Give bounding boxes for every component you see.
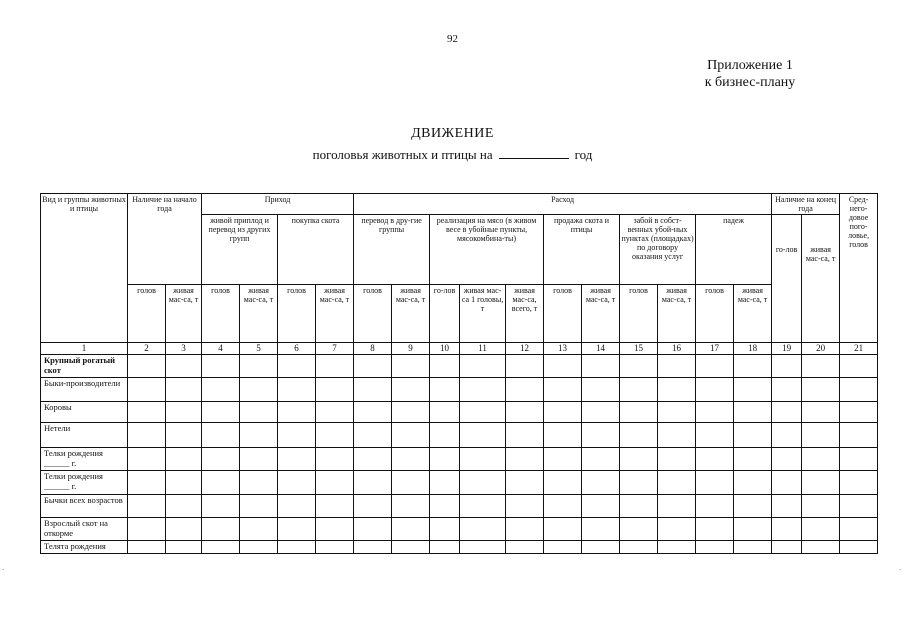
table-body bbox=[41, 355, 878, 554]
column-number: 17 bbox=[696, 343, 734, 355]
column-number: 6 bbox=[278, 343, 316, 355]
data-cell[interactable] bbox=[772, 402, 802, 423]
data-cell[interactable] bbox=[460, 518, 506, 541]
row-label: Бычки всех возрастов bbox=[41, 495, 128, 518]
data-cell[interactable] bbox=[734, 423, 772, 448]
table-row bbox=[41, 495, 878, 518]
data-cell[interactable] bbox=[354, 378, 392, 402]
data-cell[interactable] bbox=[354, 471, 392, 495]
data-cell[interactable] bbox=[166, 471, 202, 495]
subheader-weight-per-head: живая мас-са 1 головы, т bbox=[460, 285, 506, 343]
table-row bbox=[41, 518, 878, 541]
data-cell[interactable] bbox=[582, 518, 620, 541]
data-cell[interactable] bbox=[240, 448, 278, 471]
data-cell[interactable] bbox=[772, 541, 802, 554]
data-cell[interactable] bbox=[166, 495, 202, 518]
livestock-movement-table bbox=[40, 193, 878, 554]
data-cell[interactable] bbox=[696, 355, 734, 378]
data-cell[interactable] bbox=[840, 402, 878, 423]
data-cell[interactable] bbox=[772, 423, 802, 448]
data-cell[interactable] bbox=[240, 402, 278, 423]
data-cell[interactable] bbox=[430, 518, 460, 541]
data-cell[interactable] bbox=[582, 423, 620, 448]
data-cell[interactable] bbox=[658, 518, 696, 541]
data-cell[interactable] bbox=[658, 423, 696, 448]
data-cell[interactable] bbox=[240, 541, 278, 554]
data-cell[interactable] bbox=[696, 518, 734, 541]
data-cell[interactable] bbox=[128, 448, 166, 471]
data-cell[interactable] bbox=[316, 355, 354, 378]
data-cell[interactable] bbox=[620, 495, 658, 518]
data-cell[interactable] bbox=[658, 448, 696, 471]
data-cell[interactable] bbox=[802, 423, 840, 448]
data-cell[interactable] bbox=[354, 402, 392, 423]
data-cell[interactable] bbox=[506, 448, 544, 471]
data-cell[interactable] bbox=[840, 378, 878, 402]
data-cell[interactable] bbox=[392, 518, 430, 541]
data-cell[interactable] bbox=[772, 378, 802, 402]
subtitle-year-word: год bbox=[574, 147, 593, 162]
column-number: 18 bbox=[734, 343, 772, 355]
data-cell[interactable] bbox=[316, 541, 354, 554]
subheader-weight: живая мас-са, т bbox=[734, 285, 772, 343]
data-cell[interactable] bbox=[802, 448, 840, 471]
header-start-year: Наличие на начало года bbox=[128, 194, 202, 285]
subtitle-text: поголовья животных и птицы на bbox=[312, 147, 493, 162]
data-cell[interactable] bbox=[166, 541, 202, 554]
data-cell[interactable] bbox=[696, 471, 734, 495]
column-number: 5 bbox=[240, 343, 278, 355]
column-number: 9 bbox=[392, 343, 430, 355]
data-cell[interactable] bbox=[506, 471, 544, 495]
data-cell[interactable] bbox=[278, 423, 316, 448]
data-cell[interactable] bbox=[696, 402, 734, 423]
data-cell[interactable] bbox=[506, 495, 544, 518]
data-cell[interactable] bbox=[658, 541, 696, 554]
data-cell[interactable] bbox=[128, 518, 166, 541]
data-cell[interactable] bbox=[430, 495, 460, 518]
data-cell[interactable] bbox=[202, 378, 240, 402]
header-expense-slaughter: забой в собст-венных убой-ных пунктах (площадках) по договору оказания услуг bbox=[620, 215, 696, 285]
data-cell[interactable] bbox=[840, 495, 878, 518]
data-cell[interactable] bbox=[354, 448, 392, 471]
data-cell[interactable] bbox=[620, 518, 658, 541]
column-number: 13 bbox=[544, 343, 582, 355]
data-cell[interactable] bbox=[620, 423, 658, 448]
data-cell[interactable] bbox=[128, 471, 166, 495]
data-cell[interactable] bbox=[840, 423, 878, 448]
subheader-weight-total: живая мас-са, всего, т bbox=[506, 285, 544, 343]
data-cell[interactable] bbox=[460, 378, 506, 402]
data-cell[interactable] bbox=[582, 471, 620, 495]
data-cell[interactable] bbox=[166, 378, 202, 402]
data-cell[interactable] bbox=[840, 355, 878, 378]
row-label: Коровы bbox=[41, 402, 128, 423]
subheader-heads: го-лов bbox=[430, 285, 460, 343]
data-cell[interactable] bbox=[430, 541, 460, 554]
subheader-weight: живая мас-са, т bbox=[166, 285, 202, 343]
header-expense: Расход bbox=[354, 194, 772, 215]
data-cell[interactable] bbox=[202, 448, 240, 471]
data-cell[interactable] bbox=[278, 378, 316, 402]
data-cell[interactable] bbox=[316, 518, 354, 541]
subheader-heads: голов bbox=[354, 285, 392, 343]
data-cell[interactable] bbox=[772, 355, 802, 378]
table-row bbox=[41, 541, 878, 554]
data-cell[interactable] bbox=[802, 378, 840, 402]
data-cell[interactable] bbox=[128, 541, 166, 554]
header-income: Приход bbox=[202, 194, 354, 215]
data-cell[interactable] bbox=[506, 355, 544, 378]
data-cell[interactable] bbox=[354, 423, 392, 448]
column-number: 11 bbox=[460, 343, 506, 355]
header-avg-livestock: Сред-него-довое пого-ловье, голов bbox=[840, 194, 878, 343]
data-cell[interactable] bbox=[278, 541, 316, 554]
data-cell[interactable] bbox=[202, 355, 240, 378]
subheader-weight: живая мас-са, т bbox=[582, 285, 620, 343]
data-cell[interactable] bbox=[460, 495, 506, 518]
row-label: Взрослый скот на откорме bbox=[41, 518, 128, 541]
row-label: Телята рождения bbox=[41, 541, 128, 554]
left-edge-mark: ⋅ bbox=[2, 566, 5, 574]
data-cell[interactable] bbox=[128, 378, 166, 402]
data-cell[interactable] bbox=[316, 378, 354, 402]
subheader-weight: живая мас-са, т bbox=[240, 285, 278, 343]
data-cell[interactable] bbox=[240, 355, 278, 378]
data-cell[interactable] bbox=[544, 402, 582, 423]
column-number: 12 bbox=[506, 343, 544, 355]
data-cell[interactable] bbox=[658, 355, 696, 378]
data-cell[interactable] bbox=[316, 423, 354, 448]
data-cell[interactable] bbox=[354, 541, 392, 554]
data-cell[interactable] bbox=[620, 541, 658, 554]
column-number: 10 bbox=[430, 343, 460, 355]
data-cell[interactable] bbox=[582, 355, 620, 378]
data-cell[interactable] bbox=[734, 402, 772, 423]
row-label: Телки рождения ______ г. bbox=[41, 448, 128, 471]
data-cell[interactable] bbox=[802, 495, 840, 518]
data-cell[interactable] bbox=[544, 355, 582, 378]
header-animal-type: Вид и группы животных и птицы bbox=[41, 194, 128, 343]
data-cell[interactable] bbox=[802, 402, 840, 423]
data-cell[interactable] bbox=[392, 541, 430, 554]
data-cell[interactable] bbox=[202, 495, 240, 518]
data-cell[interactable] bbox=[506, 518, 544, 541]
data-cell[interactable] bbox=[166, 355, 202, 378]
column-number: 4 bbox=[202, 343, 240, 355]
data-cell[interactable] bbox=[772, 448, 802, 471]
column-number: 21 bbox=[840, 343, 878, 355]
column-number: 20 bbox=[802, 343, 840, 355]
data-cell[interactable] bbox=[392, 355, 430, 378]
document-title: ДВИЖЕНИЕ bbox=[411, 126, 494, 141]
data-cell[interactable] bbox=[734, 495, 772, 518]
column-number: 7 bbox=[316, 343, 354, 355]
data-cell[interactable] bbox=[166, 423, 202, 448]
data-cell[interactable] bbox=[392, 495, 430, 518]
header-expense-transfer: перевод в дру-гие группы bbox=[354, 215, 430, 285]
row-label: Быки-производители bbox=[41, 378, 128, 402]
column-number: 14 bbox=[582, 343, 620, 355]
data-cell[interactable] bbox=[506, 423, 544, 448]
data-cell[interactable] bbox=[430, 471, 460, 495]
subheader-heads: голов bbox=[620, 285, 658, 343]
column-number: 2 bbox=[128, 343, 166, 355]
data-cell[interactable] bbox=[460, 541, 506, 554]
data-cell[interactable] bbox=[460, 423, 506, 448]
data-cell[interactable] bbox=[166, 518, 202, 541]
data-cell[interactable] bbox=[544, 448, 582, 471]
data-cell[interactable] bbox=[734, 355, 772, 378]
subheader-weight: живая мас-са, т bbox=[658, 285, 696, 343]
data-cell[interactable] bbox=[460, 402, 506, 423]
data-cell[interactable] bbox=[506, 378, 544, 402]
data-cell[interactable] bbox=[620, 471, 658, 495]
header-income-purchase: покупка скота bbox=[278, 215, 354, 285]
data-cell[interactable] bbox=[240, 471, 278, 495]
data-cell[interactable] bbox=[734, 518, 772, 541]
data-cell[interactable] bbox=[392, 471, 430, 495]
data-cell[interactable] bbox=[128, 495, 166, 518]
data-cell[interactable] bbox=[802, 518, 840, 541]
data-cell[interactable] bbox=[802, 471, 840, 495]
data-cell[interactable] bbox=[734, 541, 772, 554]
data-cell[interactable] bbox=[316, 495, 354, 518]
data-cell[interactable] bbox=[392, 448, 430, 471]
data-cell[interactable] bbox=[460, 355, 506, 378]
data-cell[interactable] bbox=[354, 355, 392, 378]
data-cell[interactable] bbox=[802, 541, 840, 554]
data-cell[interactable] bbox=[240, 378, 278, 402]
data-cell[interactable] bbox=[772, 495, 802, 518]
data-cell[interactable] bbox=[582, 402, 620, 423]
data-cell[interactable] bbox=[582, 378, 620, 402]
column-number: 1 bbox=[41, 343, 128, 355]
data-cell[interactable] bbox=[696, 423, 734, 448]
data-cell[interactable] bbox=[840, 541, 878, 554]
table-row bbox=[41, 355, 878, 378]
header-end-heads: го-лов bbox=[772, 215, 802, 343]
data-cell[interactable] bbox=[734, 448, 772, 471]
subheader-heads: голов bbox=[128, 285, 166, 343]
subheader-heads: голов bbox=[544, 285, 582, 343]
data-cell[interactable] bbox=[278, 448, 316, 471]
page-number: 92 bbox=[447, 33, 458, 45]
column-number: 16 bbox=[658, 343, 696, 355]
right-edge-mark: ⋅ bbox=[899, 566, 902, 574]
column-number: 3 bbox=[166, 343, 202, 355]
header-end-weight: живая мас-са, т bbox=[802, 215, 840, 343]
data-cell[interactable] bbox=[840, 448, 878, 471]
data-cell[interactable] bbox=[430, 402, 460, 423]
data-cell[interactable] bbox=[544, 378, 582, 402]
data-cell[interactable] bbox=[316, 402, 354, 423]
data-cell[interactable] bbox=[354, 518, 392, 541]
data-cell[interactable] bbox=[316, 471, 354, 495]
data-cell[interactable] bbox=[582, 495, 620, 518]
data-cell[interactable] bbox=[430, 378, 460, 402]
data-cell[interactable] bbox=[840, 471, 878, 495]
data-cell[interactable] bbox=[544, 518, 582, 541]
subheader-heads: голов bbox=[202, 285, 240, 343]
year-blank-line bbox=[499, 146, 569, 159]
subheader-weight: живая мас-са, т bbox=[392, 285, 430, 343]
data-cell[interactable] bbox=[802, 355, 840, 378]
data-cell[interactable] bbox=[202, 471, 240, 495]
data-cell[interactable] bbox=[128, 423, 166, 448]
header-expense-death: падеж bbox=[696, 215, 772, 285]
table-row bbox=[41, 402, 878, 423]
table-row bbox=[41, 423, 878, 448]
data-cell[interactable] bbox=[582, 541, 620, 554]
data-cell[interactable] bbox=[392, 423, 430, 448]
data-cell[interactable] bbox=[128, 355, 166, 378]
data-cell[interactable] bbox=[620, 402, 658, 423]
data-cell[interactable] bbox=[166, 448, 202, 471]
header-end-year: Наличие на конец года bbox=[772, 194, 840, 215]
document-subtitle bbox=[0, 146, 905, 163]
data-cell[interactable] bbox=[354, 495, 392, 518]
data-cell[interactable] bbox=[166, 402, 202, 423]
data-cell[interactable] bbox=[658, 495, 696, 518]
data-cell[interactable] bbox=[696, 495, 734, 518]
data-cell[interactable] bbox=[430, 423, 460, 448]
data-cell[interactable] bbox=[202, 402, 240, 423]
row-label: Телки рождения ______ г. bbox=[41, 471, 128, 495]
table-row bbox=[41, 378, 878, 402]
header-expense-sale-livestock: продажа скота и птицы bbox=[544, 215, 620, 285]
data-cell[interactable] bbox=[696, 448, 734, 471]
appendix-label bbox=[680, 57, 820, 91]
data-cell[interactable] bbox=[128, 402, 166, 423]
data-cell[interactable] bbox=[658, 378, 696, 402]
data-cell[interactable] bbox=[734, 471, 772, 495]
data-cell[interactable] bbox=[772, 471, 802, 495]
data-cell[interactable] bbox=[392, 378, 430, 402]
data-cell[interactable] bbox=[696, 541, 734, 554]
data-cell[interactable] bbox=[392, 402, 430, 423]
data-cell[interactable] bbox=[202, 423, 240, 448]
data-cell[interactable] bbox=[544, 423, 582, 448]
data-cell[interactable] bbox=[240, 518, 278, 541]
data-cell[interactable] bbox=[240, 423, 278, 448]
column-number: 8 bbox=[354, 343, 392, 355]
column-number: 15 bbox=[620, 343, 658, 355]
data-cell[interactable] bbox=[240, 495, 278, 518]
data-cell[interactable] bbox=[620, 448, 658, 471]
appendix-line-1: Приложение 1 bbox=[707, 58, 793, 73]
data-cell[interactable] bbox=[544, 541, 582, 554]
data-cell[interactable] bbox=[772, 518, 802, 541]
data-cell[interactable] bbox=[202, 518, 240, 541]
data-cell[interactable] bbox=[278, 495, 316, 518]
data-cell[interactable] bbox=[430, 355, 460, 378]
table-row bbox=[41, 448, 878, 471]
data-cell[interactable] bbox=[582, 448, 620, 471]
data-cell[interactable] bbox=[658, 471, 696, 495]
data-cell[interactable] bbox=[620, 378, 658, 402]
subheader-weight: живая мас-са, т bbox=[316, 285, 354, 343]
table-row bbox=[41, 471, 878, 495]
data-cell[interactable] bbox=[658, 402, 696, 423]
data-cell[interactable] bbox=[734, 378, 772, 402]
data-cell[interactable] bbox=[460, 471, 506, 495]
data-cell[interactable] bbox=[840, 518, 878, 541]
data-cell[interactable] bbox=[316, 448, 354, 471]
data-cell[interactable] bbox=[278, 518, 316, 541]
data-cell[interactable] bbox=[544, 471, 582, 495]
column-number: 19 bbox=[772, 343, 802, 355]
data-cell[interactable] bbox=[696, 378, 734, 402]
data-cell[interactable] bbox=[460, 448, 506, 471]
column-number-row bbox=[41, 343, 878, 355]
subheader-heads: голов bbox=[696, 285, 734, 343]
row-label: Нетели bbox=[41, 423, 128, 448]
header-expense-sale-meat: реализация на мясо (в живом весе в убойные пункты, мясокомбина-ты) bbox=[430, 215, 544, 285]
data-cell[interactable] bbox=[278, 402, 316, 423]
header-income-birth: живой приплод и перевод из других групп bbox=[202, 215, 278, 285]
appendix-line-2: к бизнес-плану bbox=[704, 75, 796, 90]
data-cell[interactable] bbox=[278, 471, 316, 495]
data-cell[interactable] bbox=[506, 402, 544, 423]
data-cell[interactable] bbox=[620, 355, 658, 378]
data-cell[interactable] bbox=[202, 541, 240, 554]
data-cell[interactable] bbox=[506, 541, 544, 554]
data-cell[interactable] bbox=[544, 495, 582, 518]
data-cell[interactable] bbox=[430, 448, 460, 471]
subheader-heads: голов bbox=[278, 285, 316, 343]
row-label: Крупный рогатый скот bbox=[41, 355, 128, 378]
data-cell[interactable] bbox=[278, 355, 316, 378]
